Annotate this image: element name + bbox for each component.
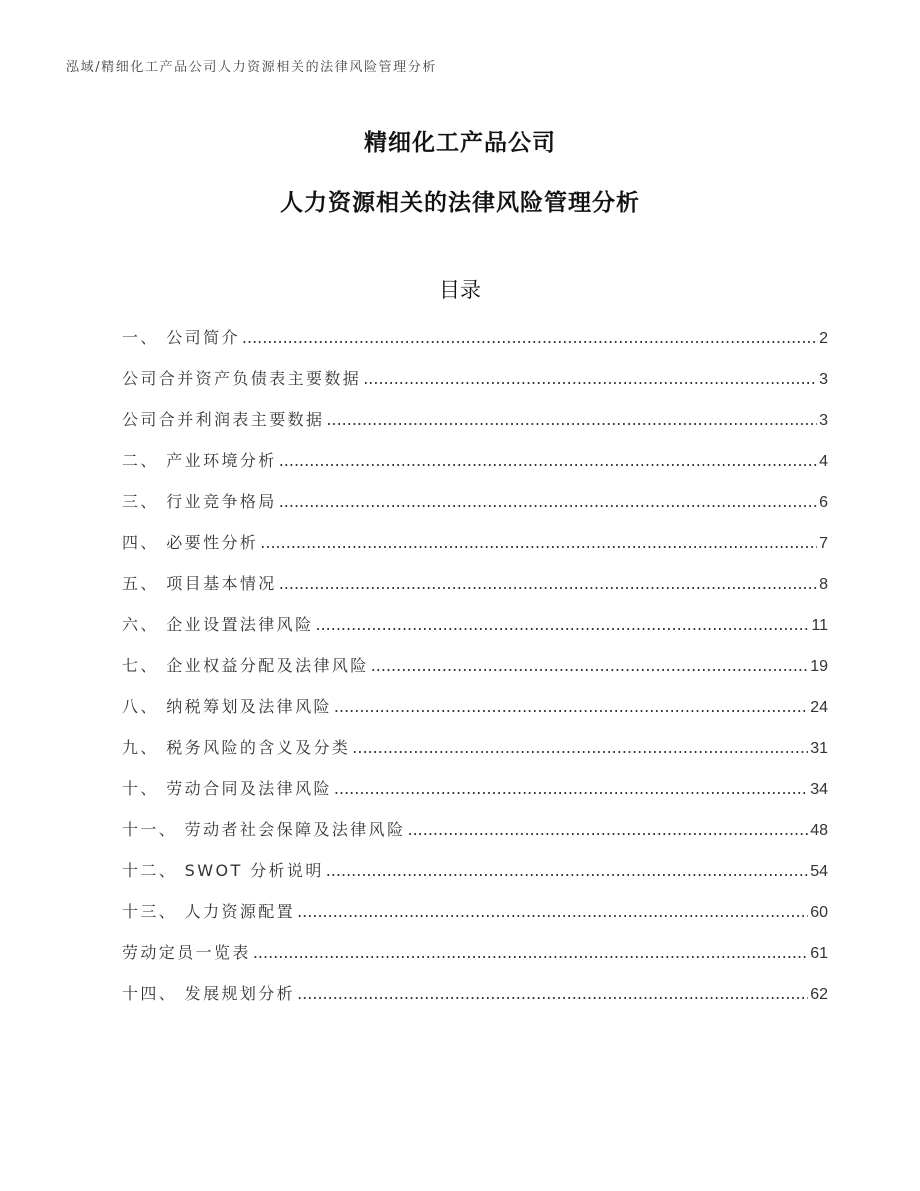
toc-entry[interactable]	[122, 530, 828, 571]
toc-entry-label: 十、 劳动合同及法律风险	[122, 779, 332, 798]
toc-entry-label: 劳动定员一览表	[122, 943, 251, 962]
toc-entry[interactable]	[122, 448, 828, 489]
toc-entry-page: 62	[810, 986, 828, 1003]
toc-entry[interactable]	[122, 325, 828, 366]
toc-entry-label: 五、 项目基本情况	[122, 574, 277, 593]
toc-leader-dots	[279, 492, 817, 511]
toc-entry[interactable]	[122, 653, 828, 694]
toc-entry-label: 十二、 SWOT 分析说明	[122, 861, 324, 880]
toc-entry-label: 十三、 人力资源配置	[122, 902, 296, 921]
toc-entry[interactable]	[122, 858, 828, 899]
document-title-line2: 人力资源相关的法律风险管理分析	[280, 190, 640, 216]
toc-leader-dots	[260, 533, 817, 552]
table-of-contents	[122, 325, 828, 1022]
toc-entry-page: 3	[819, 412, 828, 429]
toc-leader-dots	[297, 984, 808, 1003]
toc-entry[interactable]	[122, 776, 828, 817]
toc-entry[interactable]	[122, 735, 828, 776]
toc-entry-page: 4	[819, 453, 828, 470]
toc-leader-dots	[279, 451, 817, 470]
toc-leader-dots	[408, 820, 809, 839]
toc-entry[interactable]	[122, 612, 828, 653]
toc-leader-dots	[316, 615, 810, 634]
toc-entry-page: 48	[810, 822, 828, 839]
toc-entry-page: 60	[810, 904, 828, 921]
toc-entry-label: 八、 纳税筹划及法律风险	[122, 697, 332, 716]
toc-leader-dots	[326, 861, 808, 880]
toc-entry-page: 61	[810, 945, 828, 962]
toc-leader-dots	[279, 574, 817, 593]
toc-entry-label: 十一、 劳动者社会保障及法律风险	[122, 820, 406, 839]
toc-entry[interactable]	[122, 366, 828, 407]
toc-entry-page: 19	[810, 658, 828, 675]
toc-entry-label: 七、 企业权益分配及法律风险	[122, 656, 369, 675]
toc-entry[interactable]	[122, 407, 828, 448]
toc-entry[interactable]	[122, 940, 828, 981]
toc-leader-dots	[352, 738, 808, 757]
toc-leader-dots	[326, 410, 817, 429]
toc-entry[interactable]	[122, 694, 828, 735]
toc-leader-dots	[253, 943, 808, 962]
toc-leader-dots	[242, 328, 817, 347]
toc-entry-label: 公司合并资产负债表主要数据	[122, 369, 362, 388]
toc-entry-label: 九、 税务风险的含义及分类	[122, 738, 351, 757]
toc-entry-page: 8	[819, 576, 828, 593]
toc-entry-page: 2	[819, 330, 828, 347]
toc-entry-label: 二、 产业环境分析	[122, 451, 277, 470]
toc-entry-page: 34	[810, 781, 828, 798]
toc-heading: 目录	[439, 278, 481, 302]
toc-entry[interactable]	[122, 899, 828, 940]
toc-entry-label: 四、 必要性分析	[122, 533, 259, 552]
toc-entry-label: 六、 企业设置法律风险	[122, 615, 314, 634]
document-title-line1: 精细化工产品公司	[364, 130, 556, 156]
toc-leader-dots	[334, 779, 808, 798]
toc-entry-page: 11	[811, 617, 828, 634]
toc-entry[interactable]	[122, 489, 828, 530]
toc-entry-label: 一、 公司简介	[122, 328, 240, 347]
toc-entry[interactable]	[122, 571, 828, 612]
toc-leader-dots	[297, 902, 808, 921]
toc-entry-page: 3	[819, 371, 828, 388]
toc-entry-label: 十四、 发展规划分析	[122, 984, 296, 1003]
toc-leader-dots	[371, 656, 809, 675]
toc-entry-page: 6	[819, 494, 828, 511]
toc-leader-dots	[363, 369, 817, 388]
toc-entry[interactable]	[122, 981, 828, 1022]
toc-entry-label: 三、 行业竞争格局	[122, 492, 277, 511]
toc-entry-label: 公司合并利润表主要数据	[122, 410, 325, 429]
toc-entry[interactable]	[122, 817, 828, 858]
toc-entry-page: 7	[819, 535, 828, 552]
toc-entry-page: 54	[810, 863, 828, 880]
toc-entry-page: 24	[810, 699, 828, 716]
running-header: 泓域/精细化工产品公司人力资源相关的法律风险管理分析	[66, 60, 437, 75]
toc-entry-page: 31	[810, 740, 828, 757]
toc-leader-dots	[334, 697, 808, 716]
